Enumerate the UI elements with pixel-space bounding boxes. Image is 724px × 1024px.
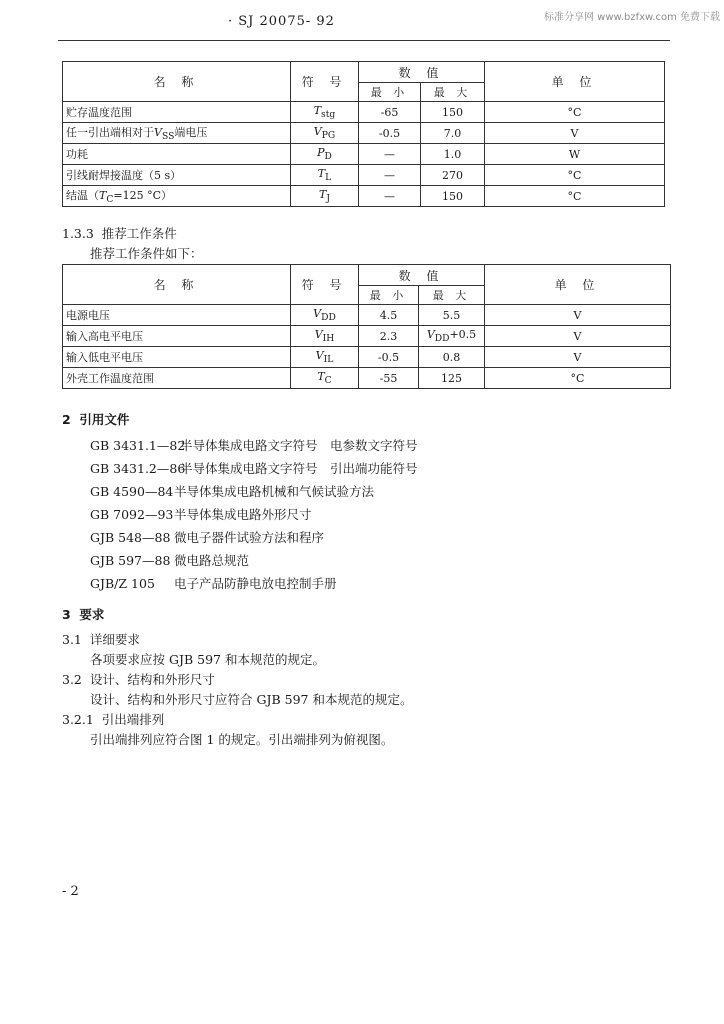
row-symbol: $V_{IL}$ [291, 347, 359, 368]
row-unit: °C [485, 102, 665, 123]
row-name: 输入低电平电压 [63, 347, 291, 368]
row-max: 5.5 [419, 305, 485, 326]
reference-item: GB 4590—84半导体集成电路机械和气候试验方法 [90, 484, 375, 499]
header-symbol: 符 号 [291, 265, 359, 305]
row-name: 引线耐焊接温度（5 s） [63, 165, 291, 186]
row-name: 功耗 [63, 144, 291, 165]
section-3-2-body: 设计、结构和外形尺寸应符合 GJB 597 和本规范的规定。 [90, 692, 413, 707]
row-min: -0.5 [359, 347, 419, 368]
row-unit: V [485, 305, 671, 326]
row-min: -65 [359, 102, 421, 123]
table-row [63, 144, 665, 165]
row-max: 150 [421, 186, 485, 207]
table-row [63, 165, 665, 186]
row-min: — [359, 186, 421, 207]
row-min: 2.3 [359, 326, 419, 347]
row-name: 输入高电平电压 [63, 326, 291, 347]
header-min: 最 小 [359, 286, 419, 305]
reference-item: GB 7092—93半导体集成电路外形尺寸 [90, 507, 312, 522]
table-row [63, 305, 671, 326]
section-1-3-3-heading: 1.3.3 推荐工作条件 [62, 226, 177, 241]
section-3-2-1-heading: 3.2.1 引出端排列 [62, 712, 165, 727]
row-symbol: $V_{IH}$ [291, 326, 359, 347]
row-symbol: $T_J$ [291, 186, 359, 207]
header-unit: 单 位 [485, 62, 665, 102]
ratings-table [62, 61, 665, 207]
page-number: - 2 [62, 884, 79, 899]
row-min: — [359, 144, 421, 165]
row-unit: V [485, 326, 671, 347]
row-unit: °C [485, 186, 665, 207]
row-name: 贮存温度范围 [63, 102, 291, 123]
row-unit: V [485, 123, 665, 144]
reference-item: GJB 597—88 微电路总规范 [90, 553, 250, 568]
watermark: 标准分享网 www.bzfxw.com 免费下载 [544, 12, 720, 23]
row-name: 任一引出端相对于$V_{SS}$端电压 [63, 123, 291, 144]
row-unit: °C [485, 368, 671, 389]
row-max: 125 [419, 368, 485, 389]
section-1-3-3-intro: 推荐工作条件如下： [90, 246, 203, 261]
section-3-2-heading: 3.2 设计、结构和外形尺寸 [62, 672, 215, 687]
row-unit: V [485, 347, 671, 368]
row-max: 270 [421, 165, 485, 186]
header-symbol: 符 号 [291, 62, 359, 102]
reference-item: GJB/Z 105 电子产品防静电放电控制手册 [90, 576, 337, 591]
table-row [63, 102, 665, 123]
row-symbol: $V_{PG}$ [291, 123, 359, 144]
header-min: 最 小 [359, 83, 421, 102]
row-name: 电源电压 [63, 305, 291, 326]
section-2-heading: 2 引用文件 [62, 412, 130, 427]
header-name: 名 称 [63, 62, 291, 102]
row-unit: °C [485, 165, 665, 186]
row-min: -55 [359, 368, 419, 389]
row-symbol: $P_D$ [291, 144, 359, 165]
reference-item: GB 3431.2—86半导体集成电路文字符号 引出端功能符号 [90, 461, 418, 476]
section-3-1-body: 各项要求应按 GJB 597 和本规范的规定。 [90, 652, 325, 667]
row-min: 4.5 [359, 305, 419, 326]
header-rule [58, 40, 670, 41]
header-value: 数 值 [359, 265, 485, 286]
row-min: — [359, 165, 421, 186]
header-max: 最 大 [421, 83, 485, 102]
section-3-2-1-body: 引出端排列应符合图 1 的规定。引出端排列为俯视图。 [90, 732, 394, 747]
section-3-heading: 3 要求 [62, 607, 105, 622]
section-3-1-heading: 3.1 详细要求 [62, 632, 140, 647]
row-max: 150 [421, 102, 485, 123]
header-unit: 单 位 [485, 265, 671, 305]
row-symbol: $V_{DD}$ [291, 305, 359, 326]
row-min: -0.5 [359, 123, 421, 144]
row-max: 0.8 [419, 347, 485, 368]
table-row [63, 326, 671, 347]
reference-item: GJB 548—88 微电子器件试验方法和程序 [90, 530, 325, 545]
row-symbol: $T_{stg}$ [291, 102, 359, 123]
row-name: 外壳工作温度范围 [63, 368, 291, 389]
operating-conditions-table [62, 264, 671, 389]
row-max: $V_{DD}+0.5$ [419, 326, 485, 347]
header-max: 最 大 [419, 286, 485, 305]
reference-item: GB 3431.1—82半导体集成电路文字符号 电参数文字符号 [90, 438, 418, 453]
table-row [63, 368, 671, 389]
standard-number: · SJ 20075- 92 [228, 14, 335, 29]
table-row [63, 347, 671, 368]
table-row [63, 186, 665, 207]
table-row [63, 123, 665, 144]
row-max: 1.0 [421, 144, 485, 165]
header-name: 名 称 [63, 265, 291, 305]
row-symbol: $T_C$ [291, 368, 359, 389]
row-symbol: $T_L$ [291, 165, 359, 186]
row-name: 结温（$T_C=125$ °C） [63, 186, 291, 207]
row-unit: W [485, 144, 665, 165]
header-value: 数 值 [359, 62, 485, 83]
row-max: 7.0 [421, 123, 485, 144]
